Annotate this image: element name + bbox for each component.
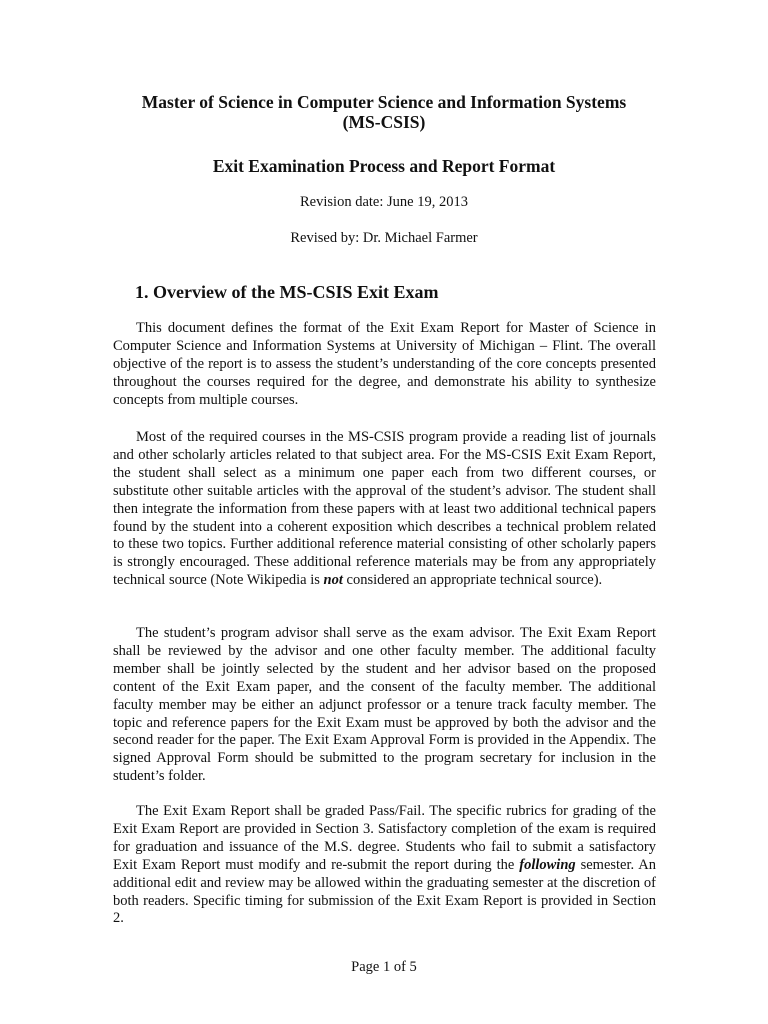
- paragraph-4: [113, 803, 656, 928]
- revision-date: Revision date: June 19, 2013: [300, 194, 468, 210]
- section-heading: 1. Overview of the MS-CSIS Exit Exam: [135, 282, 439, 302]
- paragraph-4-text-end: semester. An additional edit and review may be allowed within the graduating semester at the discretion of both readers. Specific timing for submission of the Exit Exam Report is provided in Section 2.: [113, 856, 657, 927]
- title-line-2: (MS-CSIS): [342, 112, 426, 132]
- revised-by: Revised by: Dr. Michael Farmer: [290, 230, 478, 246]
- title-line-1: Master of Science in Computer Science and Information Systems: [141, 92, 627, 112]
- emphasis-following: following: [519, 856, 576, 873]
- emphasis-not: not: [323, 572, 343, 589]
- document-title: [0, 92, 768, 132]
- paragraph-2: [113, 429, 656, 590]
- paragraph-3: The student’s program advisor shall serve as the exam advisor. The Exit Exam Report shall be reviewed by the advisor and one other faculty member. The additional faculty member shall be jointly selected by the student and her advisor based on the proposed content of the Exit Exam paper, and the consent of the faculty member. The additional faculty member may be either an adjunct professor or a tenure track faculty member. The topic and reference papers for the Exit Exam must be approved by both the advisor and the second reader for the paper. The Exit Exam Approval Form is provided in the Appendix. The signed Approval Form should be submitted to the program secretary for inclusion in the student’s folder.: [113, 625, 656, 785]
- paragraph-2-text: Most of the required courses in the MS-CSIS program provide a reading list of journals and other scholarly articles related to that subject area. For the MS-CSIS Exit Exam Report, the student shall select as a minimum one paper each from two different courses, or substitute other suitable articles with the approval of the student’s advisor. The student shall then integrate the information from these papers with at least two additional technical papers found by the student into a coherent exposition which describes a technical problem related to these two topics. Further additional reference material consisting of other scholarly papers is strongly encouraged. These additional reference materials may be from any appropriately technical source (Note Wikipedia is: [113, 429, 656, 589]
- paragraph-2-text-end: considered an appropriate technical source).: [342, 572, 603, 589]
- document-subtitle: Exit Examination Process and Report Format: [212, 156, 556, 176]
- page-number: Page 1 of 5: [351, 959, 417, 975]
- paragraph-4-text: The Exit Exam Report shall be graded Pass/Fail. The specific rubrics for grading of the Exit Exam Report are provided in Section 3. Satisfactory completion of the exam is required for graduation and issuance of the M.S. degree. Students who fail to submit a satisfactory Exit Exam Report must modify and re-submit the report during the: [113, 803, 656, 873]
- paragraph-1: This document defines the format of the Exit Exam Report for Master of Science in Computer Science and Information Systems at University of Michigan – Flint. The overall objective of the report is to assess the student’s understanding of the core concepts presented throughout the courses required for the degree, and demonstrate his ability to synthesize concepts from multiple courses.: [113, 320, 656, 408]
